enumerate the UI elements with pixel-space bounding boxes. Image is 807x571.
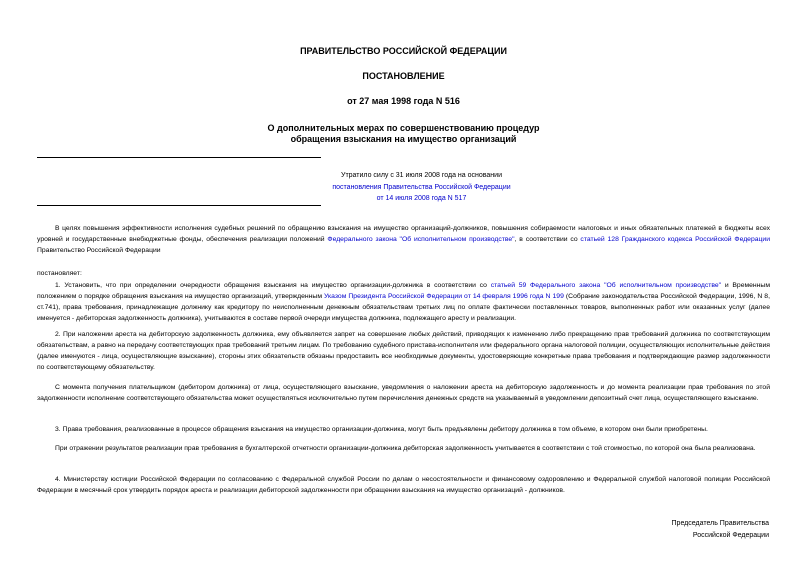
- document-title-line-1: О дополнительных мерах по совершенствованию процедур: [267, 123, 540, 133]
- document-date: от 27 мая 1998 года N 516: [347, 96, 460, 106]
- paragraph-3: 3. Права требования, реализованные в процессе обращения взыскания на имущество организации-должника, могут быть предъявлены дебитору должника в том объеме, в котором они были приобретены.: [55, 426, 708, 433]
- repeal-decree-link[interactable]: постановления Правительства Российской Федерации: [332, 183, 511, 191]
- decrees-label: постановляет:: [37, 270, 82, 277]
- document-title-line-2: обращения взыскания на имущество организаций: [290, 134, 517, 144]
- federal-law-link[interactable]: Федерального закона "Об исполнительном производстве": [327, 236, 515, 243]
- paragraph-3-continued: При отражении результатов реализации прав требования в бухгалтерской отчетности организации-должника дебиторская задолженность учитывается в соответствии с той стоимостью, по которой она была реализована.: [55, 445, 756, 452]
- paragraph-preamble: В целях повышения эффективности исполнения судебных решений по обращению взыскания на имущество организаций-должников, повышения собираемости налоговых и иных обязательных платежей в бюджеты всех уровней и государственные внебюджетные фонды, обеспечения реализации положений Федерального закона "Об исполнительном производстве", в соответствии со статьей 128 Гражданского кодекса Российской Федерации Правительство Российской Федерации: [37, 225, 771, 254]
- article-59-link[interactable]: статьей 59 Федерального закона "Об исполнительном производстве": [490, 282, 722, 289]
- paragraph-1: 1. Установить, что при определении очередности обращения взыскания на имущество организации-должника в соответствии со статьей 59 Федерального закона "Об исполнительном производстве" и Временным положением о порядке обращения взыскания на имущество организаций, утвержденным Указом Президента Российской Федерации от 14 февраля 1996 года N 199 (Собрание законодательства Российской Федерации, 1996, N 8, ст.741), права требования, принадлежащие должнику как кредитору по неисполненным денежным обязательствам третьих лиц по оплате фактически поставленных товаров, выполненных работ или оказанных услуг (далее именуется - дебиторская задолженность должника), учитываются в составе первой очереди имущества должника, подлежащего аресту и реализации.: [37, 282, 770, 322]
- divider-top: [37, 157, 321, 158]
- civil-code-link[interactable]: статьей 128 Гражданского кодекса Российской Федерации: [580, 236, 771, 243]
- repeal-notice-text: Утратило силу с 31 июля 2008 года на основании: [341, 172, 502, 179]
- paragraph-2-continued: С момента получения плательщиком (дебитором должника) от лица, осуществляющего взыскание, уведомления о наложении ареста на дебиторскую задолженность и до момента реализации прав требования по этой задолженности исполнение соответствующего обязательства может осуществляться исключительно путем перечисления денежных средств на указываемый в уведомлении депозитный счет лица, осуществляющего взыскание.: [37, 384, 770, 402]
- paragraph-2: 2. При наложении ареста на дебиторскую задолженность должника, ему объявляется запрет на совершение любых действий, приводящих к изменению либо прекращению прав требований должника по соответствующим обязательствам, а равно на передачу соответствующих прав требований третьим лицам. По требованию судебного пристава-исполнителя или федерального органа налоговой полиции, осуществляющих исполнительные действия (далее именуются - лица, осуществляющие взыскание), стороны этих обязательств обязаны предоставить все необходимые документы, удостоверяющие конкретные права требования и подтверждающие размер задолженности по соответствующему обязательству.: [37, 331, 770, 371]
- presidential-decree-link[interactable]: Указом Президента Российской Федерации от 14 февраля 1996 года N 199: [324, 293, 564, 300]
- paragraph-4: 4. Министерству юстиции Российской Федерации по согласованию с Федеральной службой России по делам о несостоятельности и финансовому оздоровлению и Федеральной службой налоговой полиции Российской Федерации в месячный срок утвердить порядок ареста и реализации дебиторской задолженности при обращении взыскания на имущество организаций - должников.: [37, 476, 770, 494]
- signature-title: Председатель Правительства: [671, 520, 769, 527]
- divider-bottom: [37, 205, 321, 206]
- repeal-decree-date-link[interactable]: от 14 июля 2008 года N 517: [376, 195, 467, 202]
- document-type: ПОСТАНОВЛЕНИЕ: [362, 71, 445, 81]
- issuer-heading: ПРАВИТЕЛЬСТВО РОССИЙСКОЙ ФЕДЕРАЦИИ: [300, 46, 507, 56]
- signature-block: [672, 518, 769, 542]
- repeal-notice: [180, 170, 663, 205]
- signature-subtitle: Российской Федерации: [692, 532, 769, 539]
